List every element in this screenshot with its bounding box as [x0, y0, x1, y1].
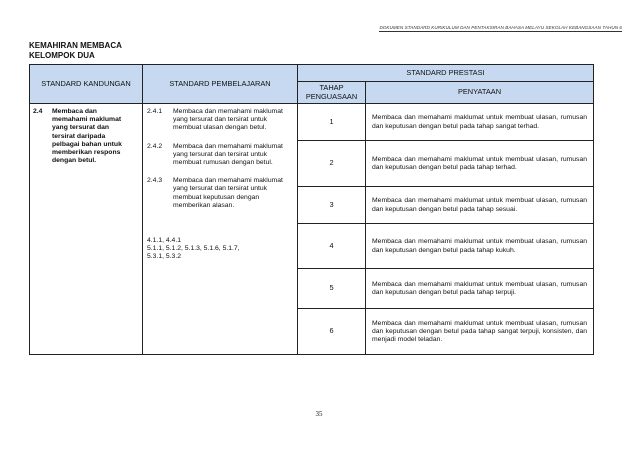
header-pernyataan: PENYATAAN: [366, 82, 594, 104]
sp-item-number: 2.4.1: [147, 108, 163, 115]
pernyataan-statement: Membaca dan memahami maklumat untuk membuat ulasan, rumusan dan keputusan dengan betul pada tahap sangat terhad.: [366, 104, 594, 141]
sp-item: [147, 108, 293, 133]
document-header-title: DOKUMEN STANDARD KURIKULUM DAN PENTAKSIRAN BAHASA MELAYU SEKOLAH KEBANGSAAN TAHUN 6: [379, 25, 622, 30]
section-title: [29, 41, 229, 61]
sp-item-number: 2.4.2: [147, 142, 163, 150]
header-tahap-penguasaan: TAHAP PENGUASAAN: [298, 82, 366, 104]
standard-kandungan-text: Membaca dan memahami maklumat yang tersurat dan tersirat daripada pelbagai bahan untuk memberikan respons dengan betul.: [52, 108, 122, 165]
header-standard-prestasi: STANDARD PRESTASI: [298, 65, 594, 82]
reference-line: 4.1.1, 4.4.1: [147, 237, 182, 245]
reference-line: 5.1.1, 5.1.2, 5.1.3, 5.1.6, 5.1.7,: [147, 245, 240, 253]
standard-kandungan-cell: [30, 104, 143, 355]
section-title-line2: KELOMPOK DUA: [29, 51, 95, 60]
pernyataan-statement: Membaca dan memahami maklumat untuk membuat ulasan, rumusan dan keputusan dengan betul pada tahap sangat terpuji, konsisten, dan menjadi model teladan.: [366, 309, 594, 355]
sp-item-text: Membaca dan memahami maklumat yang tersurat dan tersirat untuk membuat rumusan dengan betul.: [173, 142, 283, 167]
pernyataan-statement: Membaca dan memahami maklumat untuk membuat ulasan, rumusan dan keputusan dengan betul pada tahap sesuai.: [366, 187, 594, 224]
header-standard-pembelajaran: STANDARD PEMBELAJARAN: [143, 65, 298, 104]
standard-pembelajaran-cell: [143, 104, 298, 355]
tahap-level: 3: [298, 187, 366, 224]
section-title-line1: KEMAHIRAN MEMBACA: [29, 41, 122, 50]
sp-item-text: Membaca dan memahami maklumat yang tersurat dan tersirat untuk membuat ulasan dengan betul.: [173, 108, 283, 132]
tahap-level: 6: [298, 309, 366, 355]
pernyataan-statement: Membaca dan memahami maklumat untuk membuat ulasan, rumusan dan keputusan dengan betul pada tahap terpuji.: [366, 269, 594, 309]
sp-item-number: 2.4.3: [147, 177, 163, 185]
sp-item: [147, 177, 293, 210]
tahap-level: 2: [298, 141, 366, 187]
pernyataan-statement: Membaca dan memahami maklumat untuk membuat ulasan, rumusan dan keputusan dengan betul pada tahap kukuh.: [366, 224, 594, 269]
tahap-level: 1: [298, 104, 366, 141]
standards-table: [29, 64, 594, 355]
sp-item: [147, 143, 293, 168]
page-number: 35: [315, 410, 323, 418]
pernyataan-statement: Membaca dan memahami maklumat untuk membuat ulasan, rumusan dan keputusan dengan betul pada tahap terhad.: [366, 141, 594, 187]
curriculum-references: [147, 237, 293, 262]
reference-line: 5.3.1, 5.3.2: [147, 253, 182, 261]
sp-item-text: Membaca dan memahami maklumat yang tersurat dan tersirat untuk membuat keputusan dengan memberikan alasan.: [173, 177, 283, 209]
tahap-level: 5: [298, 269, 366, 309]
standard-kandungan-number: 2.4: [33, 108, 43, 115]
header-standard-kandungan: STANDARD KANDUNGAN: [30, 65, 143, 104]
tahap-level: 4: [298, 224, 366, 269]
